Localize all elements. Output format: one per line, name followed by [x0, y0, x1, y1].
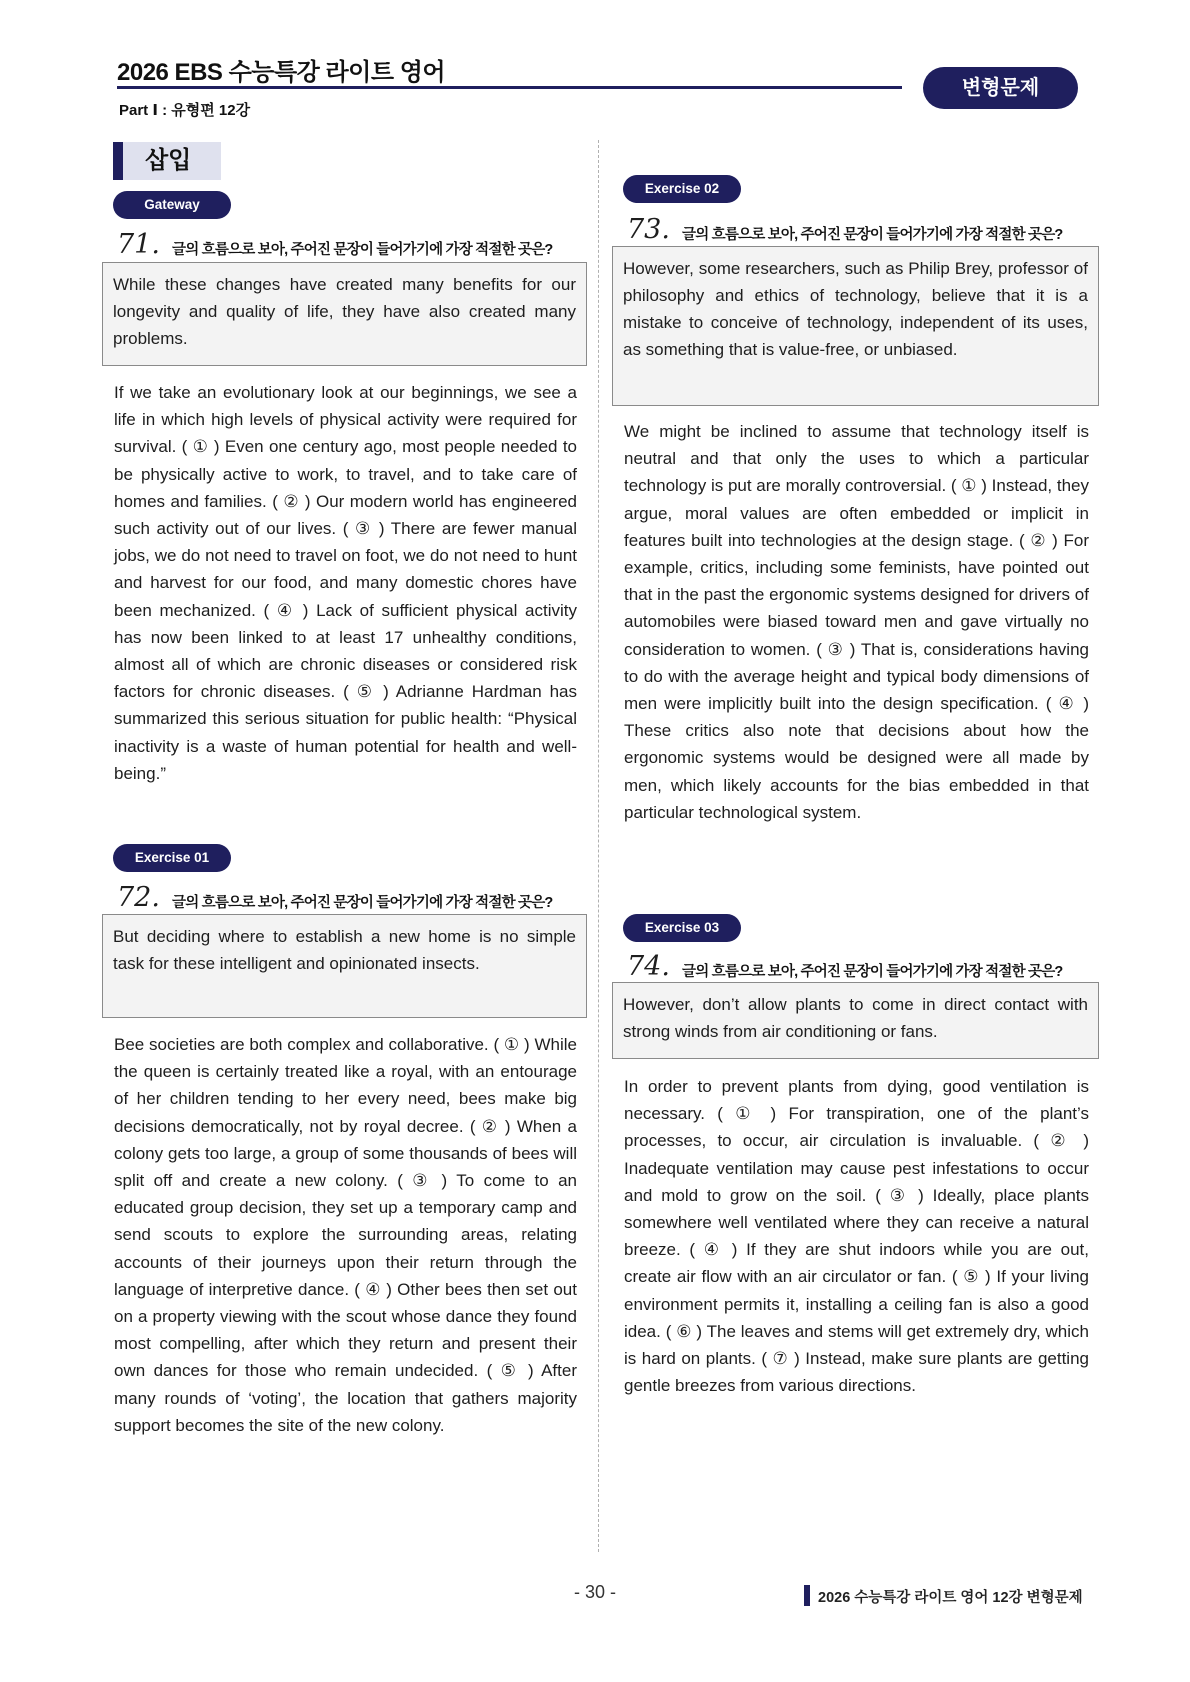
question-number: 73. — [627, 214, 670, 245]
passage-text: We might be inclined to assume that technology itself is neutral and that only the uses to which a particular technology is put are morally controversial. ( ① ) Instead, they argue, moral values are often embedded or implicit in features built into technologies at the design stage. ( ② ) For example, critics, including some feminists, have pointed out that in the past the ergonomic systems designed for drivers of automobiles were biased toward men and gave virtually no consideration to women. ( ③ ) That is, considerations having to do with the average height and typical body dimensions of men were implicitly built into the design specification. ( ④ ) These critics also note that decisions about how the ergonomic systems would be designed were all made by men, which likely accounts for the bias embedded in that particular technological system. — [624, 422, 1090, 822]
question-number: 72. — [117, 882, 160, 913]
question-header-73 — [627, 215, 1097, 245]
question-header-72 — [117, 883, 587, 913]
given-sentence-box: But deciding where to establish a new home is no simple task for these intelligent and opinionated insects. — [102, 914, 587, 1018]
passage-text: Bee societies are both complex and collaborative. ( ① ) While the queen is certainly treated like a royal, with an entourage of her children tending to her every need, bees make big decisions democratically, not by royal decree. ( ② ) When a colony gets too large, a group of some thousands of bees will split off and create a new colony. ( ③ ) To come to an educated group decision, they set up a temporary camp and send scouts to explore the surrounding areas, relating accounts of their journeys upon their return through the language of interpretive dance. ( ④ ) Other bees then set out on a property viewing with the scout whose dance they found most compelling, after which they return and present their own dances for those who remain undecided. ( ⑤ ) After many rounds of ‘voting’, the location that gathers majority support becomes the site of the new colony. — [114, 1035, 577, 1435]
question-label-exercise-01: Exercise 01 — [113, 844, 231, 872]
question-label-exercise-02: Exercise 02 — [623, 175, 741, 203]
variant-badge: 변형문제 — [923, 67, 1078, 109]
question-number: 71. — [117, 229, 160, 260]
question-label-exercise-03: Exercise 03 — [623, 914, 741, 942]
question-label-gateway: Gateway — [113, 191, 231, 219]
footer-title: 2026 수능특강 라이트 영어 12강 변형문제 — [818, 1590, 1083, 1606]
document-title: 2026 EBS 수능특강 라이트 영어 — [117, 59, 446, 86]
passage-text: In order to prevent plants from dying, good ventilation is necessary. ( ① ) For transpiration, one of the plant’s processes, to occur, air circulation is invaluable. ( ② ) Inadequate ventilation may cause pest infestations to occur and mold to grow on the soil. ( ③ ) Ideally, place plants somewhere well ventilated where they can receive a natural breeze. ( ④ ) If they are shut indoors while you are out, create air flow with an air circulator or fan. ( ⑤ ) If your living environment permits it, installing a ceiling fan is also a good idea. ( ⑥ ) The leaves and stems will get extremely dry, which is hard on plants. ( ⑦ ) Instead, make sure plants are getting gentle breezes from various directions. — [624, 1077, 1089, 1396]
given-sentence-box: However, some researchers, such as Philip Brey, professor of philosophy and ethics of technology, believe that it is a mistake to conceive of technology, independent of its uses, as something that is value-free, or unbiased. — [612, 246, 1099, 406]
given-sentence-box: However, don’t allow plants to come in direct contact with strong winds from air conditioning or fans. — [612, 982, 1099, 1059]
question-header-74 — [627, 952, 1097, 982]
question-instruction: 글의 흐름으로 보아, 주어진 문장이 들어가기에 가장 적절한 곳은? — [172, 242, 553, 258]
page-number: - 30 - — [573, 1582, 616, 1602]
question-instruction: 글의 흐름으로 보아, 주어진 문장이 들어가기에 가장 적절한 곳은? — [172, 895, 553, 911]
passage-text: If we take an evolutionary look at our beginnings, we see a life in which high levels of physical activity were required for survival. ( ① ) Even one century ago, most people needed to be physically active to work, to travel, and to take care of homes and families. ( ② ) Our modern world has engineered such activity out of our lives. ( ③ ) There are fewer manual jobs, we do not need to travel on foot, we do not need to hunt and harvest for our food, and many domestic chores have been mechanized. ( ④ ) Lack of sufficient physical activity has now been linked to at least 17 unhealthy conditions, almost all of which are chronic diseases or considered risk factors for chronic diseases. ( ⑤ ) Adrianne Hardman has summarized this serious situation for public health: “Physical inactivity is a waste of human potential for health and well-being.” — [114, 383, 577, 783]
question-instruction: 글의 흐름으로 보아, 주어진 문장이 들어가기에 가장 적절한 곳은? — [682, 964, 1063, 980]
header-rule — [117, 86, 902, 89]
question-header-71 — [117, 230, 587, 260]
column-divider — [598, 140, 599, 1552]
question-instruction: 글의 흐름으로 보아, 주어진 문장이 들어가기에 가장 적절한 곳은? — [682, 227, 1063, 243]
given-sentence-box: While these changes have created many benefits for our longevity and quality of life, they have also created many problems. — [102, 262, 587, 366]
footer-accent-bar — [804, 1585, 810, 1606]
section-heading: 삽입 — [113, 142, 221, 180]
question-number: 74. — [627, 951, 670, 982]
document-subtitle: Part Ⅰ : 유형편 12강 — [119, 102, 251, 119]
